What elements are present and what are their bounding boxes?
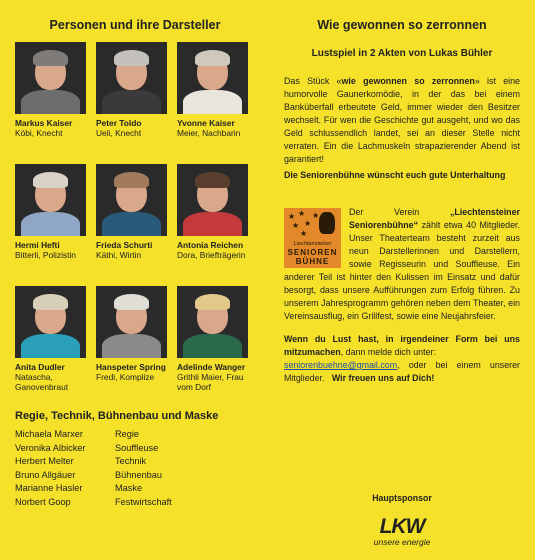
club-section [284, 206, 520, 323]
portrait-hair [33, 294, 68, 310]
logo-line-1: Liechtensteiner [293, 241, 332, 247]
portrait-body [21, 334, 80, 358]
cast-role: Fredi, Komplize [96, 372, 155, 382]
portrait-photo [177, 286, 248, 358]
cast-name: Hermi Hefti [15, 240, 60, 250]
portrait-body [183, 212, 242, 236]
contact-after: , oder bei einem unserer Mitglieder. [284, 360, 520, 383]
cast-column [15, 18, 255, 508]
portrait-body [102, 90, 161, 114]
portrait-hair [114, 50, 149, 66]
club-prefix: Der Verein [349, 207, 450, 217]
cast-member [15, 286, 86, 408]
crew-section [15, 410, 255, 508]
play-title: Wie gewonnen so zerronnen [317, 18, 487, 32]
crew-task: Regie [115, 429, 140, 439]
portrait-hair [195, 50, 230, 66]
portrait-hair [195, 172, 230, 188]
cast-name: Hanspeter Spring [96, 362, 166, 372]
crew-name: Bruno Allgäuer [15, 469, 76, 480]
sponsor-logo: LKW [379, 515, 425, 538]
sponsor-label: Hauptsponsor [372, 493, 432, 503]
cast-member [96, 42, 167, 164]
portrait-photo [15, 286, 86, 358]
cast-role: Bitterli, Polizistin [15, 250, 76, 260]
club-text: zählt etwa 40 Mitglieder. Unser Theaterteam besteht zurzeit aus neun Darstellerinnen und Darstellern, sowie Regisseurin und Souffleuse. Ein anderer Teil ist hinter den Kulissen im Einsatz und dafür besorgt, dass unsere Aufführungen zum Erfolg führen. Zu unserem Jahresprogramm gehören neben dem Theater, ein Vereinsausflug, ein Grillfest, sowie eine Neujahrsfeier. [284, 220, 520, 321]
play-description [284, 75, 520, 166]
crew-name: Michaela Marxer [15, 429, 83, 439]
portrait-hair [33, 172, 68, 188]
crew-task: Festwirtschaft [115, 496, 172, 507]
cast-role: Natascha, Ganovenbraut [15, 372, 69, 392]
cast-member [177, 286, 248, 408]
crew-name: Herbert Melter [15, 456, 74, 466]
portrait-hair [195, 294, 230, 310]
contact-invite: Wenn du Lust hast, in irgendeiner Form bei uns mitzumachen [284, 334, 520, 357]
logo-line-3: BÜHNE [295, 257, 330, 266]
crew-task: Technik [115, 456, 147, 466]
portrait-body [21, 90, 80, 114]
cast-member [96, 286, 167, 408]
portrait-body [21, 212, 80, 236]
cast-name: Adelinde Wanger [177, 362, 246, 372]
club-logo: ★ ★ ★ ★ ★ ★ Liechtensteiner SENIOREN BÜHNE [284, 208, 341, 268]
portrait-photo [15, 42, 86, 114]
portrait-hair [114, 294, 149, 310]
cast-role: Grithli Maier, Frau vom Dorf [177, 372, 244, 392]
logo-line-2: SENIOREN [287, 248, 338, 257]
crew-name: Marianne Hasler [15, 483, 83, 493]
portrait-body [102, 334, 161, 358]
portrait-photo [177, 164, 248, 236]
sponsor-section [284, 493, 520, 547]
info-column [284, 18, 520, 547]
owl-icon [319, 212, 335, 234]
portrait-body [102, 212, 161, 236]
crew-task: Maske [115, 483, 143, 493]
cast-name: Peter Toldo [96, 118, 142, 128]
intro-prefix: Das Stück « [284, 76, 342, 86]
crew-task: Bühnenbau [115, 469, 163, 480]
cast-heading: Personen und ihre Darsteller [49, 18, 221, 32]
portrait-hair [114, 172, 149, 188]
portrait-body [183, 334, 242, 358]
cast-name: Markus Kaiser [15, 118, 73, 128]
crew-name: Veronika Albicker [15, 442, 86, 453]
portrait-photo [177, 42, 248, 114]
cast-name: Antonia Reichen [177, 240, 244, 250]
crew-table [15, 428, 255, 508]
cast-role: Ueli, Knecht [96, 128, 142, 138]
cast-role: Köbi, Knecht [15, 128, 63, 138]
portrait-photo [15, 164, 86, 236]
contact-mid: , dann melde dich unter: [340, 347, 436, 357]
intro-play-name: wie gewonnen so zerronnen [341, 76, 475, 86]
cast-role: Meier, Nachbarin [177, 128, 241, 138]
portrait-hair [33, 50, 68, 66]
club-name: „Liechtensteiner Seniorenbühne“ [349, 207, 520, 230]
play-subtitle: Lustspiel in 2 Akten von Lukas Bühler [311, 48, 493, 59]
crew-name: Norbert Goop [15, 496, 71, 507]
portrait-photo [96, 286, 167, 358]
wish-text: Die Seniorenbühne wünscht euch gute Unterhaltung [284, 170, 506, 180]
sponsor-tagline: unsere energie [373, 537, 431, 547]
cast-name: Frieda Schurti [96, 240, 153, 250]
contact-text [284, 333, 520, 385]
portrait-photo [96, 42, 167, 114]
cast-member [177, 42, 248, 164]
cast-member [15, 42, 86, 164]
cast-role: Käthi, Wirtin [96, 250, 142, 260]
crew-task: Souffleuse [115, 442, 159, 453]
cast-role: Dora, Briefträgerin [177, 250, 246, 260]
intro-text: » ist eine humorvolle Gaunerkomödie, in der das bei einem Banküberfall erbeutete Geld, immer wieder den Besitzer wechselt. Für wen die Geschichte gut ausgeht, und wo das Geld schlussendlich landet, sei an dieser Stelle nicht verraten. Ein die Lachmuskeln strapazierender Abend ist garantiert! [284, 76, 520, 164]
crew-heading: Regie, Technik, Bühnenbau und Maske [15, 410, 219, 422]
cast-name: Anita Dudler [15, 362, 65, 372]
cast-grid [15, 42, 255, 408]
portrait-photo [96, 164, 167, 236]
cast-member [177, 164, 248, 286]
cast-member [15, 164, 86, 286]
cast-member [96, 164, 167, 286]
cast-name: Yvonne Kaiser [177, 118, 235, 128]
portrait-body [183, 90, 242, 114]
email-link[interactable]: seniorenbuehne@gmail.com [284, 360, 398, 370]
contact-closing: Wir freuen uns auf Dich! [331, 373, 435, 383]
